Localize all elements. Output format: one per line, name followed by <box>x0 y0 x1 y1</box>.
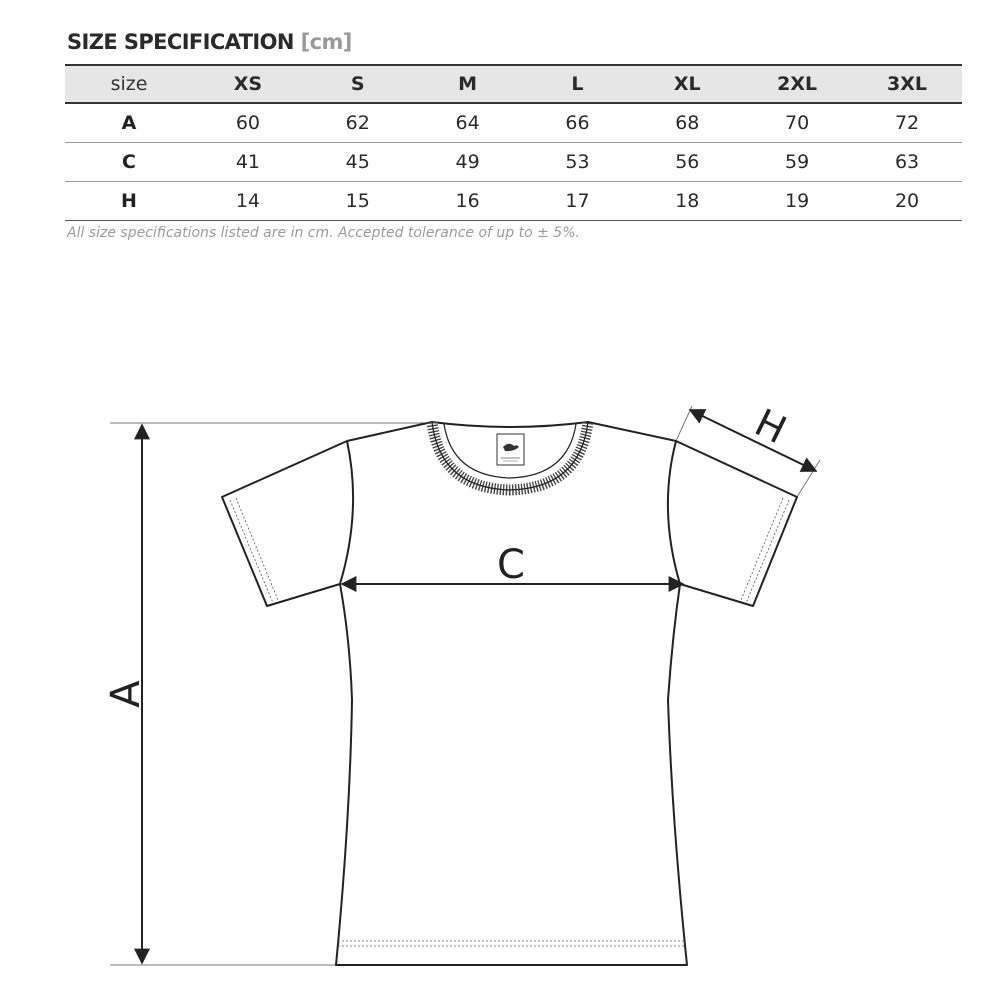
title-text: SIZE SPECIFICATION <box>67 30 294 54</box>
table-cell: 62 <box>345 111 370 134</box>
row-label-a: A <box>121 111 137 134</box>
dimension-label-c: C <box>497 542 525 588</box>
table-cell: 53 <box>565 150 590 173</box>
table-cell: 68 <box>675 111 700 134</box>
title-unit: [cm] <box>300 30 352 54</box>
tolerance-note: All size specifications listed are in cm. Accepted tolerance of up to ± 5%. <box>67 225 580 241</box>
table-cell: 49 <box>455 150 480 173</box>
table-cell: 14 <box>235 189 261 212</box>
tshirt-outline <box>222 422 797 965</box>
size-header-xl: XL <box>673 73 701 95</box>
table-cell: 16 <box>455 189 480 212</box>
table-cell: 56 <box>675 150 700 173</box>
table-cell: 19 <box>785 189 810 212</box>
row-label-h: H <box>121 189 137 212</box>
row-label-c: C <box>122 150 136 173</box>
table-cell: 60 <box>235 111 261 134</box>
size-header-l: L <box>571 73 584 95</box>
table-cell: 41 <box>235 150 261 173</box>
size-column-header: size <box>110 73 148 95</box>
table-cell: 18 <box>675 189 700 212</box>
table-cell: 70 <box>785 111 810 134</box>
dimension-label-a: A <box>103 680 149 708</box>
table-cell: 17 <box>565 189 590 212</box>
table-cell: 72 <box>894 111 920 134</box>
table-cell: 64 <box>455 111 480 134</box>
neck-label-icon <box>497 434 524 465</box>
size-header-2xl: 2XL <box>777 73 818 95</box>
table-cell: 20 <box>894 189 920 212</box>
table-cell: 59 <box>785 150 810 173</box>
size-header-3xl: 3XL <box>887 73 928 95</box>
table-cell: 15 <box>345 189 370 212</box>
size-header-xs: XS <box>233 73 263 95</box>
table-cell: 66 <box>565 111 590 134</box>
size-header-s: S <box>350 73 365 95</box>
table-cell: 45 <box>345 150 370 173</box>
table-cell: 63 <box>894 150 920 173</box>
size-header-m: M <box>458 73 478 95</box>
dimension-label-h: H <box>748 400 794 453</box>
